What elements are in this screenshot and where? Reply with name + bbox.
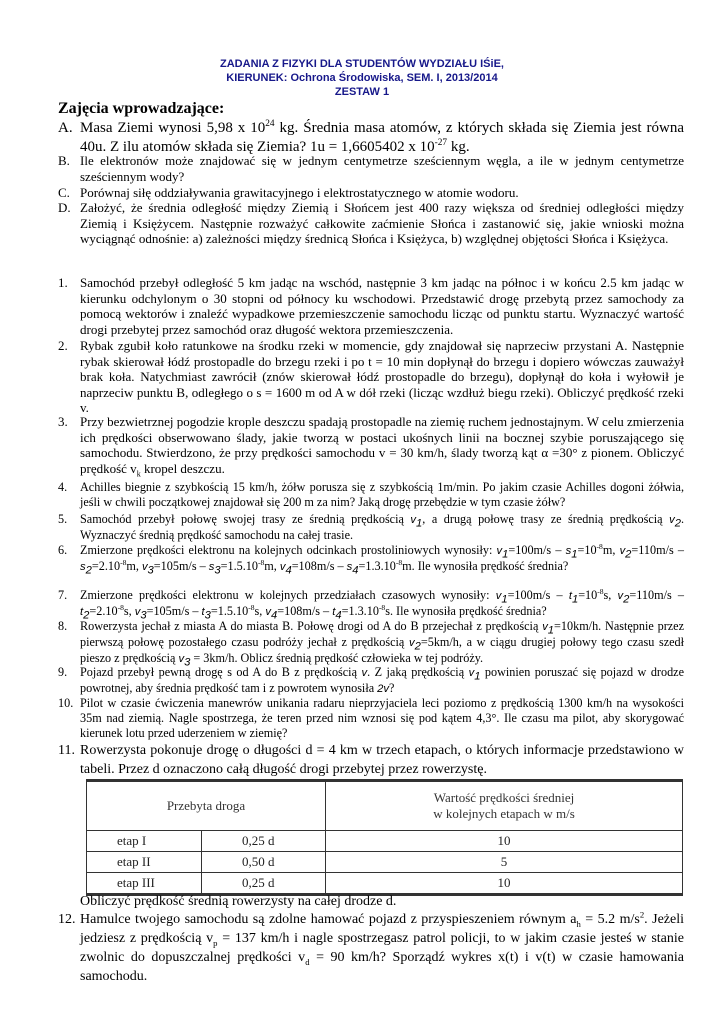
header-line-2: KIERUNEK: Ochrona Środowiska, SEM. I, 2013/2014 [226, 72, 498, 84]
table-cell-speed: 10 [326, 831, 683, 852]
problem-1: 1. Samochód przebył odległość 5 km jadąc na wschód, następnie 3 km jadąc na północ i w końcu 2.5 km jadąc w kierunku odchylonym o 30 stopni od północy ku wschodowi. Przedstawić drogę przebytą przez samochody za pomocą wektorów i znaleźć wypadkowe przemieszczenie samochodu licząc od punktu startu. Wyznaczyć wartość drogi przebytej przez samochód oraz długość wektora przemieszczenia. [58, 275, 684, 337]
header-line-1: ZADANIA Z FIZYKI DLA STUDENTÓW WYDZIAŁU IŚiE, [220, 58, 504, 70]
problem-5: 5. Samochód przebył połowę swojej trasy ze średnią prędkością $v_1$, a drugą połowę trasy ze średnią prędkością $v_2$. Wyznaczyć średnią prędkość samochodu na całej trasie. [58, 512, 684, 542]
table-row [87, 852, 683, 873]
table-cell-stage: etap II [87, 852, 202, 873]
table-header-distance: Przebyta droga [87, 781, 326, 831]
problem-6: 6. Zmierzone prędkości elektronu na kolejnych odcinkach prostoliniowych wynosiły: $v_1=100m/s - s_1=10^{-8}m$, $v_2=110m/s - s_2=2.10^{-8}m$, $v_3=105m/s - s_3=1.5.10^{-8}m$, $v_4=108m/s - s_4=1.3.10^{-8}m$. Ile wynosiła prędkość średnia? [58, 541, 685, 577]
table-cell-speed: 10 [326, 873, 683, 895]
table-header-row [87, 781, 683, 831]
table-header-speed: Wartość prędkości średniej w kolejnych etapach w m/s [326, 781, 683, 831]
section-title: Zajęcia wprowadzające: [58, 100, 225, 117]
intro-item-a: A. Masa Ziemi wynosi 5,98 x $10^{24}$ kg. Średnia masa atomów, z których składa się Ziemia jest równa 40u. Z ilu atomów składa się Ziemia? 1u = 1,6605402 x $10^{-27}$ kg. [58, 119, 684, 156]
header-line-3: ZESTAW 1 [334, 86, 390, 98]
table-cell-stage: etap I [87, 831, 202, 852]
table-cell-distance: 0,50 d [202, 852, 326, 873]
stages-table [86, 779, 683, 896]
problem-12: 12. Hamulce twojego samochodu są zdolne hamować pojazd z przyspieszeniem równym $a_h = 5.2$ $m/s^2$. Jeżeli jedziesz z prędkością $v_p = 137$ km/h i nagle spostrzegasz patrol policji, to w jakim czasie jesteś w stanie zwolnic do dopuszczalnej prędkości $v_d = 90$ km/h? Sporządź wykres x(t) i v(t) w czasie hamowania samochodu. [58, 909, 685, 984]
table-row [87, 831, 683, 852]
table-cell-speed: 5 [326, 852, 683, 873]
problem-11: 11. Rowerzysta pokonuje drogę o długości d = 4 km w trzech etapach, o których informacje przedstawiono w tabeli. Przez d oznaczono całą długość drogi przebytej przez rowerzystę. [58, 743, 684, 777]
table-cell-distance: 0,25 d [202, 831, 326, 852]
intro-item-b: B. Ile elektronów może znajdować się w jednym centymetrze sześciennym węgla, a ile w jednym centymetrze sześciennym wody? [58, 153, 684, 184]
problem-8: 8. Rowerzysta jechał z miasta A do miasta B. Połowę drogi od A do B przejechał z prędkością $v_1=10km/h$. Następnie przez pierwszą połowę pozostałego czasu podróży jechał z prędkością $v_2=5km/h$, a w ciągu drugiej połowy tego czasu szedł pieszo z prędkością $v_3 = 3km/h$. Oblicz średnią prędkość człowieka w tej podróży. [58, 619, 684, 669]
problem-9: 9. Pojazd przebył pewną drogę s od A do B z prędkością v. Z jaką prędkością $v_1$ powinien poruszać się pojazd w drodze powrotnej, aby średnia prędkość tam i z powrotem wynosiła 2v? [58, 665, 684, 695]
intro-item-c: C. Porównaj siłę oddziaływania grawitacyjnego i elektrostatycznego w atomie wodoru. [58, 185, 519, 200]
problem-7: 7. Zmierzone prędkości elektronu w kolejnych przedziałach czasowych wynosiły: $v_1=100m/s - t_1=10^{-8}s$, $v_2=110m/s - t_2=2.10^{-8}s$, $v_3=105m/s - t_3=1.5.10^{-8}s$, $v_4=108m/s - t_4=1.3.10^{-8}s$. Ile wynosiła prędkość średnia? [58, 586, 684, 622]
problem-2: 2. Rybak zgubił koło ratunkowe na środku rzeki w momencie, gdy znajdował się naprzeciw przystani A. Następnie rybak skierował łódź prostopadle do brzegu rzeki i po t = 10 min dopłynął do brzegu i dopiero wówczas zauważył brak koła. Natychmiast zawrócił (znów skierował łódź prostopadle do brzegu), dopłynął do koła i wyłowił je naprzeciw punktu B, odległego o s = 1600 m od A w dół rzeki (licząc wzdłuż biegu rzeki). Obliczyć prędkość rzeki v. [58, 338, 684, 416]
problem-10: 10. Pilot w czasie ćwiczenia manewrów unikania radaru nieprzyjaciela leci poziomo z prędkością 1300 km/h na wysokości 35m nad ziemią. Nagle spostrzega, że teren przed nim wznosi się pod kątem 4,3°. Ile czasu ma pilot, aby skorygować kierunek lotu przed uderzeniem w ziemię? [58, 696, 684, 740]
problem-11-question: Obliczyć prędkość średnią rowerzysty na całej drodze d. [80, 894, 397, 909]
problem-3: 3. Przy bezwietrznej pogodzie krople deszczu spadają prostopadle na ziemię ruchem jednostajnym. W celu zmierzenia ich prędkości obserwowano ślady, jakie tworzą w postaci ukośnych linii na bocznej szybie poruszającego się samochodu. Stwierdzono, że przy prędkości samochodu v = 30 km/h, ślady tworzą kąt α =30° z pionem. Obliczyć prędkość $v_k$ kropel deszczu. [58, 414, 684, 479]
table-cell-distance: 0,25 d [202, 873, 326, 895]
intro-item-d: D. Założyć, że średnia odległość między Ziemią i Słońcem jest 400 razy większa od średniej odległości między Ziemią i Księżycem. Następnie rozważyć całkowite zaćmienie Słońca i zastanowić się, jakie wnioski można wyciągnąć odnośnie: a) zależności między średnicą Słońca i Księżyca, b) względnej objętości Słońca i Księżyca. [58, 200, 684, 247]
problem-4: 4. Achilles biegnie z szybkością 15 km/h, żółw porusza się z szybkością 1m/min. Po jakim czasie Achilles dogoni żółwia, jeśli w chwili początkowej znajdował się 200 m za nim? Jaką drogę przebędzie w tym czasie żółw? [58, 480, 684, 509]
table-cell-stage: etap III [87, 873, 202, 895]
alpha-symbol: α [541, 445, 549, 461]
